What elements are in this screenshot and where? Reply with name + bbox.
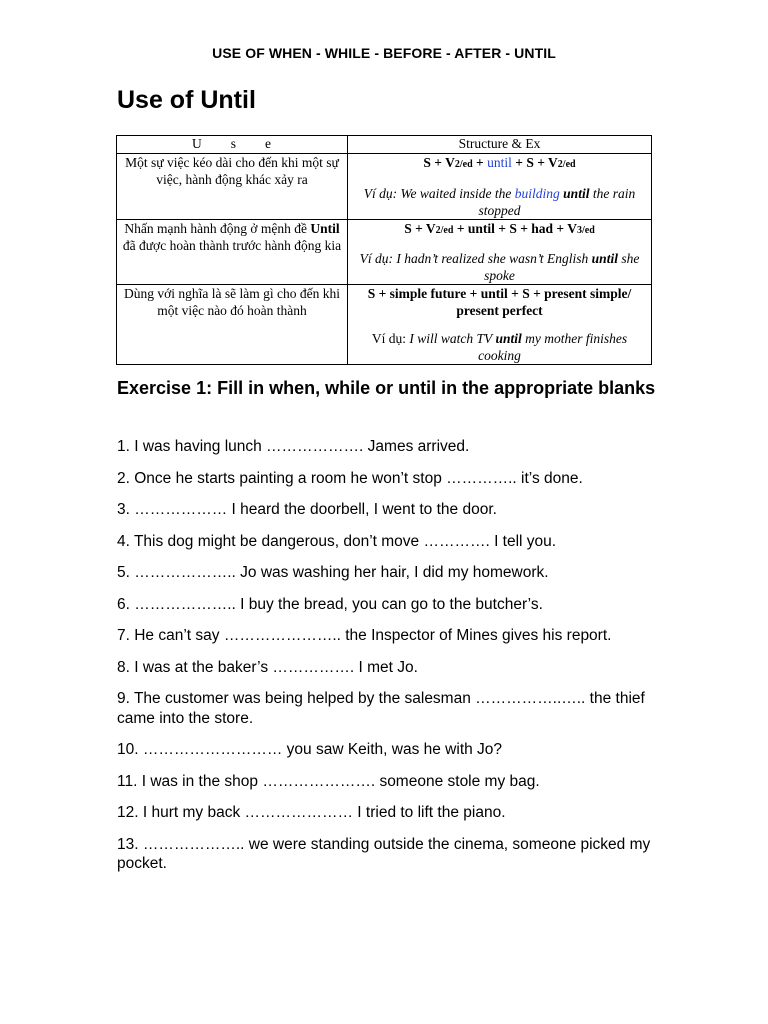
use-cell: Dùng với nghĩa là sẽ làm gì cho đến khi một việc nào đó hoàn thành (117, 285, 348, 365)
list-item: 9. The customer was being helped by the salesman ……………..….. the thief came into the store. (117, 690, 645, 727)
list-item: 3. ……………… I heard the doorbell, I went to the door. (117, 501, 497, 518)
example-sentence: Ví dụ: I hadn’t realized she wasn’t English until she spoke (359, 251, 640, 283)
structure-example-cell (348, 154, 652, 220)
list-item: 6. ……………….. I buy the bread, you can go to the butcher’s. (117, 595, 543, 613)
exercise-title: Exercise 1: Fill in when, while or until in the appropriate blanks (117, 378, 656, 398)
structure-formula: S + V2/ed + until + S + had + V3/ed (404, 221, 595, 236)
use-cell: Một sự việc kéo dài cho đến khi một sự việc, hành động khác xảy ra (117, 154, 348, 220)
list-item: 12. I hurt my back ………………… I tried to lift the piano. (117, 804, 506, 821)
use-column-header: U s e (117, 136, 348, 154)
example-sentence: Ví dụ: We waited inside the building until the rain stopped (363, 186, 636, 218)
table-header-row (117, 136, 652, 154)
usage-table (116, 135, 652, 365)
table-row (117, 285, 652, 365)
structure-example-cell (348, 220, 652, 285)
use-cell: Nhấn mạnh hành động ở mệnh đề Until đã được hoàn thành trước hành động kia (117, 220, 348, 285)
list-item: 10. ……………………… you saw Keith, was he with Jo? (117, 741, 503, 758)
exercise-list (117, 437, 657, 886)
list-item: 2. Once he starts painting a room he won’t stop ………….. it’s done. (117, 469, 583, 487)
list-item: 13. ……………….. we were standing outside the cinema, someone picked my pocket. (117, 835, 651, 872)
page-header: USE OF WHEN - WHILE - BEFORE - AFTER - UNTIL (212, 45, 556, 61)
structure-formula: S + V2/ed + until + S + V2/ed (423, 155, 576, 170)
list-item: 4. This dog might be dangerous, don’t move …………. I tell you. (117, 532, 557, 550)
list-item: 8. I was at the baker’s ……………. I met Jo. (117, 658, 418, 676)
table-row (117, 154, 652, 220)
list-item: 7. He can’t say ………………….. the Inspector of Mines gives his report. (117, 627, 612, 644)
structure-formula: S + simple future + until + S + present simple/ present perfect (367, 286, 632, 318)
list-item: 11. I was in the shop …………………. someone stole my bag. (117, 772, 540, 790)
example-sentence: Ví dụ: I will watch TV until my mother finishes cooking (371, 331, 628, 363)
list-item: 1. I was having lunch ………………. James arrived. (117, 438, 470, 455)
list-item: 5. ……………….. Jo was washing her hair, I did my homework. (117, 564, 549, 581)
structure-column-header: Structure & Ex (348, 136, 652, 154)
structure-example-cell (348, 285, 652, 365)
table-row (117, 220, 652, 285)
page-title: Use of Until (117, 86, 256, 114)
